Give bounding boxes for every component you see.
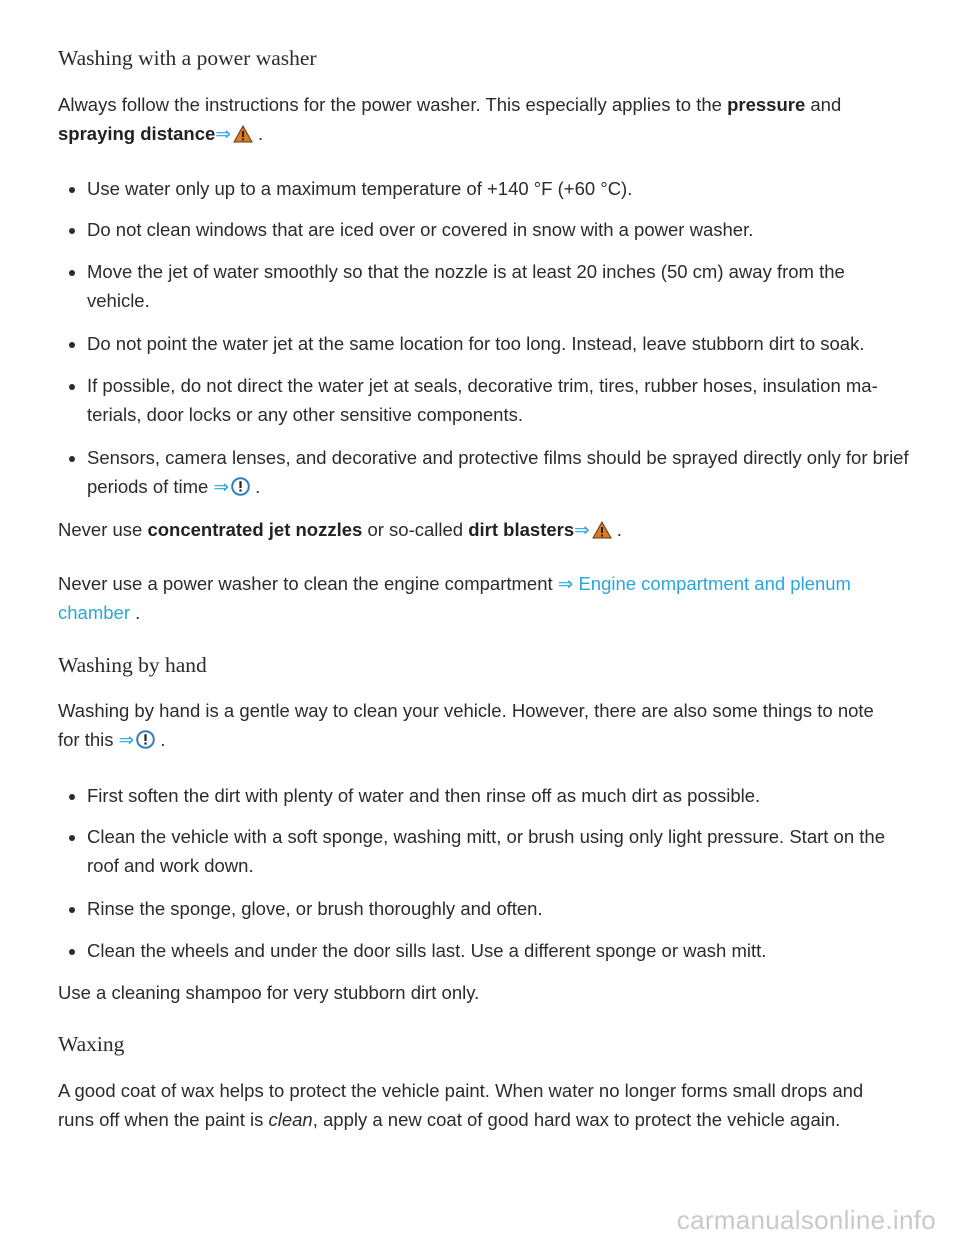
warning-triangle-icon[interactable]	[233, 125, 253, 143]
washing-by-hand-outro: Use a cleaning shampoo for very stubborn dirt only.	[58, 982, 480, 1003]
washing-by-hand-intro: Washing by hand is a gentle way to clean your vehicle. However, there are also some things to note for this ⇒ .	[58, 700, 874, 750]
watermark: carmanualsonline.info	[676, 1205, 936, 1235]
power-washer-never-nozzles: Never use concentrated jet nozzles or so-called dirt blasters⇒ .	[58, 519, 622, 540]
list-item: Use water only up to a maximum temperature of +140 °F (+60 °C).	[58, 174, 912, 203]
list-item: If possible, do not direct the water jet at seals, decorative trim, tires, rubber hoses, insulation ma-terials, door locks or any other sensitive components.	[58, 371, 912, 429]
cross-reference-arrow[interactable]: ⇒	[215, 123, 231, 144]
list-item: Move the jet of water smoothly so that the nozzle is at least 20 inches (50 cm) away from the vehicle.	[58, 257, 912, 315]
list-item: Do not clean windows that are iced over or covered in snow with a power washer.	[58, 215, 912, 244]
notice-exclamation-icon[interactable]	[136, 730, 155, 749]
engine-compartment-link[interactable]: ⇒ Engine compartment and plenum chamber	[58, 573, 851, 623]
section-heading-power-washer: Washing with a power washer	[58, 46, 317, 70]
cross-reference-arrow[interactable]: ⇒	[574, 519, 590, 540]
section-heading-washing-by-hand: Washing by hand	[58, 653, 207, 677]
list-item: Clean the wheels and under the door sills last. Use a different sponge or wash mitt.	[58, 936, 912, 965]
list-item: Clean the vehicle with a soft sponge, washing mitt, or brush using only light pressure. Start on the roof and work down.	[58, 822, 912, 880]
power-washer-never-engine: Never use a power washer to clean the engine compartment ⇒ Engine compartment and plenum chamber .	[58, 573, 851, 623]
list-item: Rinse the sponge, glove, or brush thoroughly and often.	[58, 894, 912, 923]
waxing-paragraph: A good coat of wax helps to protect the vehicle paint. When water no longer forms small drops and runs off when the paint is clean, apply a new coat of good hard wax to protect the vehicle again.	[58, 1080, 864, 1130]
section-heading-waxing: Waxing	[58, 1032, 125, 1056]
list-item: Do not point the water jet at the same location for too long. Instead, leave stubborn dirt to soak.	[58, 329, 912, 358]
power-washer-intro: Always follow the instructions for the power washer. This especially applies to the pressure and spraying distance⇒ .	[58, 94, 842, 144]
list-item: First soften the dirt with plenty of water and then rinse off as much dirt as possible.	[58, 781, 912, 810]
cross-reference-arrow[interactable]: ⇒	[213, 476, 229, 497]
cross-reference-arrow[interactable]: ⇒	[118, 729, 135, 750]
warning-triangle-icon[interactable]	[592, 521, 612, 539]
list-item: Sensors, camera lenses, and decorative and protective films should be sprayed directly only for brief periods of time ⇒ .	[58, 443, 912, 501]
notice-exclamation-icon[interactable]	[231, 477, 250, 496]
